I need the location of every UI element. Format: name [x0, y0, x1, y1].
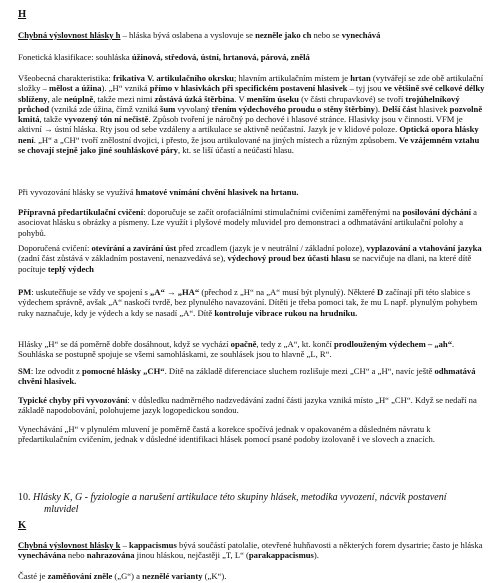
text-run: hmatové vnímání chvění hlasivek na hrtanu.: [135, 187, 299, 197]
text-run: vyvolaný: [175, 103, 212, 114]
text-run: Všeobecná charakteristika:: [18, 73, 113, 83]
text-run: mělost a úžina: [49, 83, 102, 94]
text-run: Časté je: [18, 571, 48, 581]
text-run: nebo: [65, 550, 87, 561]
text-run: , ale: [47, 93, 65, 104]
text-run: posilování dýchání: [402, 207, 472, 217]
text-run: : uskutečňuje se vždy ve spojení s: [31, 287, 150, 297]
text-run: „A“ → „HA“: [150, 287, 200, 297]
text-run: se nacvičuje na dlani, na které dítě pocítuje: [18, 253, 472, 274]
text-run: Delší část: [382, 103, 417, 114]
paragraph-method-h: [18, 187, 486, 197]
text-run: nezněle jako ch: [255, 30, 312, 40]
text-run: ).: [313, 550, 319, 561]
text-run: hlasivek: [416, 103, 450, 114]
text-run: výdechový proud bez účasti hlasu: [227, 253, 351, 264]
text-run: (zadní část zůstává v základním postavení, nenazvedává se),: [18, 253, 228, 264]
paragraph-h-variant: [18, 339, 486, 360]
text-run: (v části chrupavkové) se tvoří: [298, 93, 406, 104]
text-run: kappacismus: [129, 540, 177, 550]
text-run: ). „H“ vzniká: [101, 83, 150, 94]
text-run: před zrcadlem (jazyk je v neutrální / základní poloze),: [176, 243, 367, 253]
section-title-text-cont: mluvidel: [44, 504, 79, 515]
text-run: ).: [374, 103, 383, 114]
section-title-10: [18, 492, 486, 516]
paragraph-faulty-pronunciation-h: [18, 30, 486, 40]
text-run: vynechávána: [18, 550, 66, 561]
text-run: – tyj jsou: [347, 83, 384, 94]
text-run: („G“) a: [112, 571, 143, 581]
text-run: Vynechávání „H“ v plynulém mluvení je poměrně častá a korekce spočívá jednak v opakovaném a důsledném návratu k předartikulačním cvičením, jednak v důsledné identifikaci hlásek pomocí psané podoby izolovaně i ve slovech a znacích.: [18, 424, 435, 445]
text-run: kontroluje vibrace rukou na hrudníku.: [214, 307, 358, 318]
text-run: , kt. se liší účastí a neúčastí hlasu.: [177, 145, 294, 156]
paragraph-pm-h: [18, 287, 486, 318]
text-run: odhmatává chvění hlasivek.: [18, 366, 476, 387]
text-run: pozvolně kmitá: [18, 103, 483, 125]
paragraph-frequent-confusion-k: [18, 571, 486, 581]
text-run: – hláska bývá oslabena a vyslovuje se: [120, 30, 256, 40]
text-run: Přípravná předartikulační cvičení: [18, 207, 144, 217]
text-run: Ve vzájemném vztahu se chovají stejně jako jiné souhláskové páry: [18, 134, 480, 156]
paragraph-general-characteristics-h: [18, 73, 486, 155]
text-run: Optická opora hlásky není: [18, 124, 479, 145]
section-heading-k: K: [18, 520, 27, 531]
text-run: neúplně: [64, 93, 94, 104]
text-run: Fonetická klasifikace: souhláska: [18, 52, 132, 62]
text-run: frikativa V. artikulačního okrsku: [112, 73, 234, 83]
section-title-text: Hlásky K, G - fyziologie a narušení artikulace této skupiny hlásek, metodika vyvození, nácvik postavení: [33, 492, 447, 503]
text-run: nebo se: [311, 30, 342, 40]
text-run: trojúhelníkový průchod: [18, 93, 460, 114]
text-run: prodlouženým výdechem – „ah“: [333, 339, 452, 349]
text-run: Při vyvozování hlásky se využívá: [18, 187, 136, 197]
text-run: třením výdechového proudu o stěny štěrbiny: [211, 103, 375, 114]
text-run: úžinová, středová, ústní, hrtanová, párová, znělá: [131, 52, 310, 62]
text-run: , tedy z „A“, kt. končí: [256, 339, 334, 349]
text-run: : v důsledku nadměrného nadzvedávání zadní části jazyka vzniká místo „H“ „CH“. Když se nedaří na základě napodobování, polohujeme jazyk logopedickou sondou.: [18, 395, 477, 416]
text-run: PM: [18, 287, 32, 297]
text-run: a asociovat hlásku s obrázky a písmeny. Lze využít i plyšové modely mluvidel pro demonstraci a odhmatávání artikulační polohy a pohybů.: [18, 207, 477, 238]
text-run: zaměňování zněle: [47, 571, 113, 581]
text-run: : doporučuje se začít orofaciálními stimulačními cvičeními zaměřenými na: [143, 207, 403, 217]
paragraph-sm-h: [18, 366, 486, 387]
text-run: otevírání a zavírání úst: [91, 243, 177, 253]
text-run: . Způsob tvoření je náročný po dechové i hlasové stránce. Hlasivky jsou v činnosti. VFM je aktivní → ústní hláska. Rty jsou od sebe vzdáleny a artikulace se aktivně neúčastní. Jazyk je v klidové poloze.: [18, 114, 463, 135]
text-run: opačně: [230, 339, 257, 349]
paragraph-typical-errors-h: [18, 395, 486, 416]
text-run: , takže: [39, 114, 65, 125]
paragraph-omission-h: [18, 424, 486, 445]
text-run: , takže mezi nimi: [93, 93, 155, 104]
text-run: teplý výdech: [47, 263, 94, 274]
section-heading-h: H: [18, 9, 27, 20]
text-run: šum: [160, 103, 176, 114]
section-number: 10.: [18, 492, 31, 503]
text-run: neznělé varianty: [142, 571, 203, 581]
text-run: Hlásky „H“ se dá poměrně dobře dosáhnout, když se vychází: [18, 339, 231, 349]
paragraph-phonetic-classification-h: [18, 52, 486, 62]
text-run: –: [120, 540, 130, 550]
text-run: Typické chyby při vyvozování: [18, 395, 128, 405]
text-run: vyvozený tón ní nečistě: [64, 114, 149, 125]
text-run: vyplazování a vtahování jazyka: [366, 243, 482, 253]
text-run: hrtan: [350, 73, 371, 83]
text-run: . „H“ a „CH“ tvoří znělostní dvojici, i přesto, že jsou artikulované na jiných místech a různým způsobem.: [33, 134, 399, 145]
text-run: . Souhláska se postupně spojuje se všemi samohláskami, ze souhlásek jsou to hlavně „L, R“.: [18, 339, 455, 360]
text-run: D: [376, 287, 384, 297]
paragraph-recommended-exercises-h: [18, 243, 486, 274]
text-run: SM: [18, 366, 31, 376]
text-run: jinou hláskou, nejčastěji „T, L“ (: [134, 550, 249, 561]
text-run: bývá součástí patolalie, otevřené huhňavosti a některých forem dysartrie; často je hláska: [176, 540, 483, 550]
text-run: Doporučená cvičení:: [18, 243, 92, 253]
text-run: . V: [234, 93, 247, 104]
text-run: nahrazována: [86, 550, 135, 561]
text-run: (vytvářejí se zde obě artikulační složky –: [18, 73, 484, 94]
text-run: : lze odvodit z: [30, 366, 82, 376]
text-run: přímo v hlasivkách při specifickém postavení hlasivek: [149, 83, 348, 94]
text-run: („K“).: [202, 571, 227, 581]
text-run: . Dítě na základě diferenciace sluchem rozlišuje mezi „CH“ a „H“, navíc ještě: [164, 366, 435, 376]
text-run: parakappacismus: [248, 550, 314, 561]
text-run: vynechává: [341, 30, 381, 40]
text-run: ; hlavním artikulačním místem je: [233, 73, 351, 83]
text-run: menším úseku: [246, 93, 299, 104]
text-run: (přechod z „H“ na „A“ musí být plynulý). Některé: [199, 287, 377, 297]
text-run: Chybná výslovnost hlásky h: [18, 30, 121, 40]
text-run: zůstává úzká štěrbina: [154, 93, 235, 104]
text-run: (vzniká zde úžina, čímž vzniká: [49, 103, 160, 114]
text-run: pomocné hlásky „CH“: [81, 366, 165, 376]
text-run: začínají při této slabice s výdechem správně, avšak „A“ naskočí tvrdě, bez plynulého navazování. Dítěti je třeba pomoci tak, že mu L např. plynulým pohybem ruky naznačuje, kdy je výdech a kdy se nasadí „A“. Dítě: [18, 287, 478, 318]
text-run: Chybná výslovnost hlásky k: [18, 540, 121, 550]
paragraph-faulty-pronunciation-k: [18, 540, 486, 561]
text-run: ve většině své celkové délky sblíženy: [18, 83, 485, 104]
paragraph-preparatory-exercises-h: [18, 207, 486, 238]
